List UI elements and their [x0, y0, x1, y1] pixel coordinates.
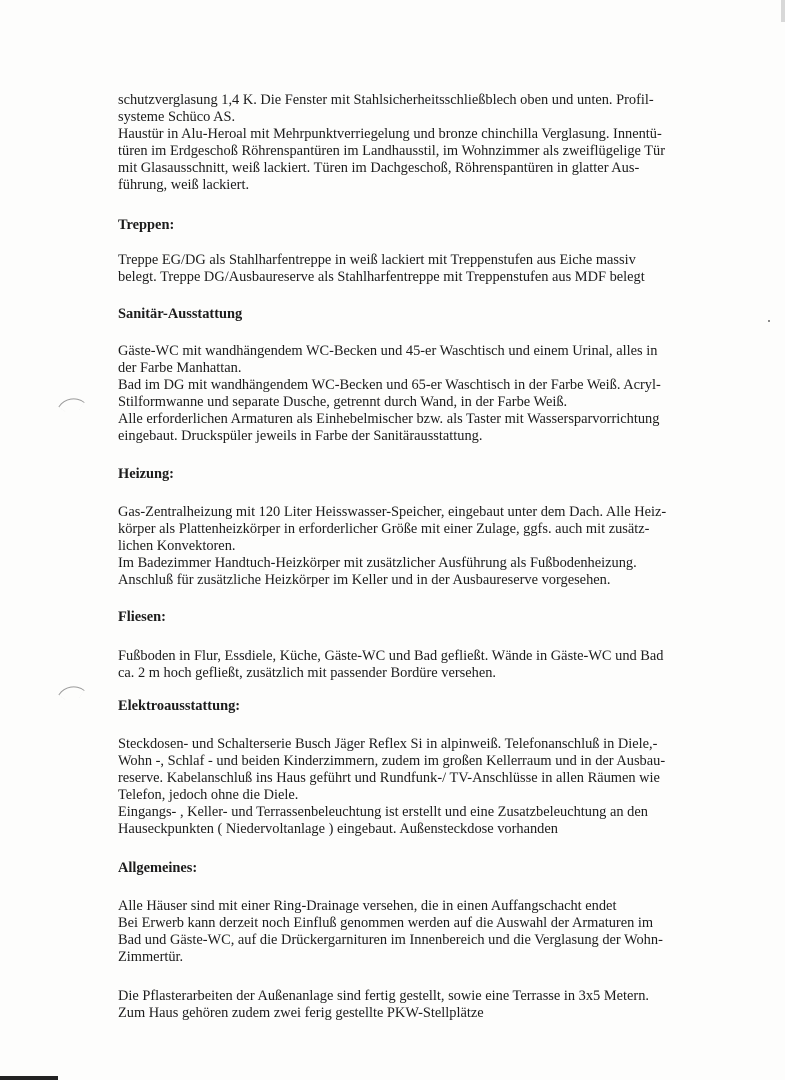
text-line: türen im Erdgeschoß Röhrenspantüren im Landhausstil, im Wohnzimmer als zweiflügelige Tür [118, 143, 666, 159]
text-line: Gäste-WC mit wandhängendem WC-Becken und 45-er Waschtisch und einem Urinal, alles in [118, 343, 658, 359]
section-heading-sanitaer: Sanitär-Ausstattung [118, 306, 243, 322]
elektro-paragraph [118, 736, 665, 838]
text-line: Haustür in Alu-Heroal mit Mehrpunktverriegelung und bronze chinchilla Verglasung. Innentü- [118, 126, 662, 142]
section-heading-fliesen: Fliesen: [118, 609, 166, 625]
text-line: Bad im DG mit wandhängendem WC-Becken und 65-er Waschtisch in der Farbe Weiß. Acryl- [118, 377, 661, 393]
text-line: Steckdosen- und Schalterserie Busch Jäger Reflex Si in alpinweiß. Telefonanschluß in Diele,- [118, 736, 658, 752]
text-line: Alle Häuser sind mit einer Ring-Drainage versehen, die in einen Auffangschacht endet [118, 898, 617, 914]
section-heading-treppen: Treppen: [118, 217, 175, 233]
scan-edge-mark [781, 0, 785, 22]
text-line: schutzverglasung 1,4 K. Die Fenster mit Stahlsicherheitsschließblech oben und unten. Profil- [118, 92, 654, 108]
text-line: Eingangs- , Keller- und Terrassenbeleuchtung ist erstellt und eine Zusatzbeleuchtung an den [118, 804, 648, 820]
text-line: Bad und Gäste-WC, auf die Drückergarnituren im Innenbereich und die Verglasung der Wohn- [118, 932, 663, 948]
text-line: Alle erforderlichen Armaturen als Einhebelmischer bzw. als Taster mit Wassersparvorrichtung [118, 411, 660, 427]
intro-paragraph [118, 92, 665, 194]
heizung-paragraph [118, 504, 666, 589]
text-line: Zum Haus gehören zudem zwei ferig gestellte PKW-Stellplätze [118, 1005, 484, 1021]
section-heading-heizung: Heizung: [118, 466, 174, 482]
text-line: Telefon, jedoch ohne die Diele. [118, 787, 299, 803]
text-line: Treppe EG/DG als Stahlharfentreppe in weiß lackiert mit Treppenstufen aus Eiche massiv [118, 252, 636, 268]
text-line: eingebaut. Druckspüler jeweils in Farbe der Sanitärausstattung. [118, 428, 483, 444]
text-line: Wohn -, Schlaf - und beiden Kinderzimmern, zudem im großen Kellerraum und in der Ausbau- [118, 753, 666, 769]
text-line: führung, weiß lackiert. [118, 177, 250, 193]
punch-hole-mark [58, 679, 84, 705]
text-line: Im Badezimmer Handtuch-Heizkörper mit zusätzlicher Ausführung als Fußbodenheizung. [118, 555, 637, 571]
text-line: Fußboden in Flur, Essdiele, Küche, Gäste-WC und Bad gefließt. Wände in Gäste-WC und Bad [118, 648, 664, 664]
text-line: der Farbe Manhattan. [118, 360, 242, 376]
sanitaer-paragraph [118, 343, 661, 445]
scan-speck [768, 320, 770, 322]
text-line: Anschluß für zusätzliche Heizkörper im Keller und in der Ausbaureserve vorgesehen. [118, 572, 611, 588]
scan-edge-shadow [0, 1076, 58, 1080]
text-line: belegt. Treppe DG/Ausbaureserve als Stahlharfentreppe mit Treppenstufen aus MDF belegt [118, 269, 645, 285]
treppen-paragraph [118, 252, 645, 286]
allgemeines-paragraph [118, 898, 663, 966]
text-line: Zimmertür. [118, 949, 184, 965]
text-line: Gas-Zentralheizung mit 120 Liter Heisswasser-Speicher, eingebaut unter dem Dach. Alle Heiz- [118, 504, 667, 520]
text-line: körper als Plattenheizkörper in erforderlicher Größe mit einer Zulage, ggfs. auch mit zusätz- [118, 521, 650, 537]
text-line: Stilformwanne und separate Dusche, getrennt durch Wand, in der Farbe Weiß. [118, 394, 568, 410]
section-heading-allgemeines: Allgemeines: [118, 860, 198, 876]
text-line: Die Pflasterarbeiten der Außenanlage sind fertig gestellt, sowie eine Terrasse in 3x5 Metern. [118, 988, 650, 1004]
text-line: mit Glasausschnitt, weiß lackiert. Türen im Dachgeschoß, Röhrenspantüren in glatter Aus- [118, 160, 640, 176]
text-line: reserve. Kabelanschluß ins Haus geführt und Rundfunk-/ TV-Anschlüsse in allen Räumen wie [118, 770, 660, 786]
text-line: Bei Erwerb kann derzeit noch Einfluß genommen werden auf die Auswahl der Armaturen im [118, 915, 654, 931]
allgemeines-paragraph-2 [118, 988, 649, 1022]
fliesen-paragraph [118, 648, 664, 682]
punch-hole-mark [58, 391, 84, 417]
section-heading-elektroausstattung: Elektroausstattung: [118, 698, 241, 714]
text-line: ca. 2 m hoch gefließt, zusätzlich mit passender Bordüre versehen. [118, 665, 497, 681]
text-line: Hauseckpunkten ( Niedervoltanlage ) eingebaut. Außensteckdose vorhanden [118, 821, 558, 837]
text-line: lichen Konvektoren. [118, 538, 236, 554]
text-line: systeme Schüco AS. [118, 109, 236, 125]
